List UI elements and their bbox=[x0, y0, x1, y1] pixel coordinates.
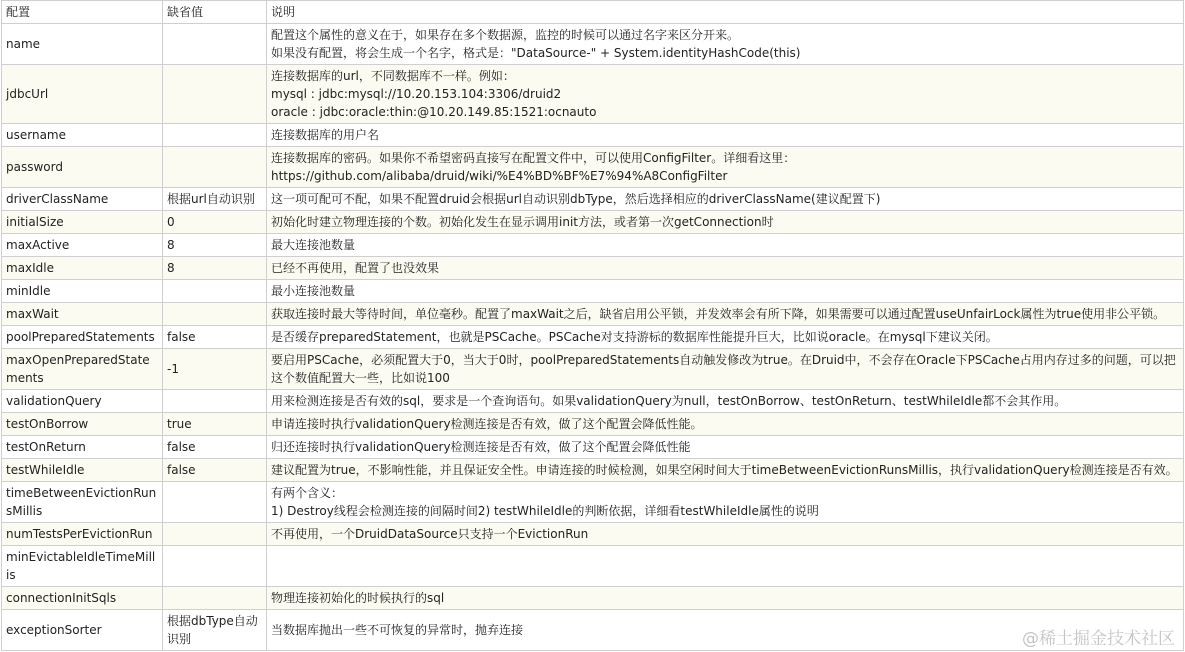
description-cell bbox=[267, 280, 1184, 303]
description-cell bbox=[267, 147, 1184, 188]
table-row bbox=[2, 482, 1184, 523]
description-line: 申请连接时执行validationQuery检测连接是否有效，做了这个配置会降低性能。 bbox=[271, 417, 703, 431]
table-row bbox=[2, 459, 1184, 482]
description-line: 要启用PSCache，必须配置大于0，当大于0时，poolPreparedStatements自动触发修改为true。在Druid中，不会存在Oracle下PSCache占用内存过多的问题，可以把这个数值配置大一些，比如说100 bbox=[271, 353, 1176, 385]
table-row bbox=[2, 436, 1184, 459]
default-value-cell bbox=[163, 124, 267, 147]
config-name-cell: minIdle bbox=[2, 280, 163, 303]
description-line: 连接数据库的密码。如果你不希望密码直接写在配置文件中，可以使用ConfigFilter。详细看这里： bbox=[271, 151, 796, 165]
table-body bbox=[2, 24, 1184, 651]
header-default: 缺省值 bbox=[163, 1, 267, 24]
table-row bbox=[2, 65, 1184, 124]
config-name-cell: exceptionSorter bbox=[2, 610, 163, 651]
default-value-cell bbox=[163, 523, 267, 546]
default-value-cell: 根据url自动识别 bbox=[163, 188, 267, 211]
default-value-cell bbox=[163, 65, 267, 124]
default-value-cell: 8 bbox=[163, 234, 267, 257]
description-cell bbox=[267, 523, 1184, 546]
description-cell bbox=[267, 234, 1184, 257]
description-cell bbox=[267, 124, 1184, 147]
config-name-cell: initialSize bbox=[2, 211, 163, 234]
default-value-cell bbox=[163, 390, 267, 413]
description-cell bbox=[267, 482, 1184, 523]
default-value-cell bbox=[163, 147, 267, 188]
description-cell bbox=[267, 390, 1184, 413]
default-value-cell: false bbox=[163, 459, 267, 482]
description-line: 用来检测连接是否有效的sql，要求是一个查询语句。如果validationQuery为null，testOnBorrow、testOnReturn、testWhileIdle都不会其作用。 bbox=[271, 394, 1067, 408]
default-value-cell bbox=[163, 280, 267, 303]
header-config: 配置 bbox=[2, 1, 163, 24]
description-cell bbox=[267, 24, 1184, 65]
description-cell bbox=[267, 326, 1184, 349]
description-line: 1) Destroy线程会检测连接的间隔时间2) testWhileIdle的判断依据，详细看testWhileIdle属性的说明 bbox=[271, 504, 819, 518]
table-row bbox=[2, 188, 1184, 211]
default-value-cell: -1 bbox=[163, 349, 267, 390]
description-line: 连接数据库的url，不同数据库不一样。例如： bbox=[271, 69, 515, 83]
description-line: https://github.com/alibaba/druid/wiki/%E4%BD%BF%E7%94%A8ConfigFilter bbox=[271, 169, 728, 183]
table-row bbox=[2, 280, 1184, 303]
default-value-cell bbox=[163, 482, 267, 523]
config-name-cell: username bbox=[2, 124, 163, 147]
description-cell bbox=[267, 546, 1184, 587]
table-row bbox=[2, 326, 1184, 349]
table-row bbox=[2, 413, 1184, 436]
config-name-cell: numTestsPerEvictionRun bbox=[2, 523, 163, 546]
default-value-cell: 0 bbox=[163, 211, 267, 234]
description-line: 初始化时建立物理连接的个数。初始化发生在显示调用init方法，或者第一次getConnection时 bbox=[271, 215, 774, 229]
description-line: 配置这个属性的意义在于，如果存在多个数据源，监控的时候可以通过名字来区分开来。 bbox=[271, 28, 740, 42]
description-line: 归还连接时执行validationQuery检测连接是否有效，做了这个配置会降低性能 bbox=[271, 440, 691, 454]
description-line: 不再使用，一个DruidDataSource只支持一个EvictionRun bbox=[271, 527, 589, 541]
description-cell bbox=[267, 188, 1184, 211]
description-cell bbox=[267, 413, 1184, 436]
default-value-cell bbox=[163, 546, 267, 587]
table-row bbox=[2, 610, 1184, 651]
description-cell bbox=[267, 211, 1184, 234]
config-name-cell: testOnBorrow bbox=[2, 413, 163, 436]
header-description: 说明 bbox=[267, 1, 1184, 24]
config-name-cell: timeBetweenEvictionRunsMillis bbox=[2, 482, 163, 523]
description-cell bbox=[267, 257, 1184, 280]
table-row bbox=[2, 257, 1184, 280]
config-name-cell: jdbcUrl bbox=[2, 65, 163, 124]
description-line: 最大连接池数量 bbox=[271, 238, 356, 252]
config-table bbox=[1, 0, 1184, 651]
table-row bbox=[2, 349, 1184, 390]
description-line bbox=[271, 557, 1179, 575]
table-row bbox=[2, 147, 1184, 188]
description-cell bbox=[267, 436, 1184, 459]
description-line: oracle : jdbc:oracle:thin:@10.20.149.85:1521:ocnauto bbox=[271, 105, 597, 119]
description-line: 如果没有配置，将会生成一个名字，格式是："DataSource-" + System.identityHashCode(this) bbox=[271, 46, 801, 60]
table-row bbox=[2, 303, 1184, 326]
description-line: 连接数据库的用户名 bbox=[271, 128, 380, 142]
description-cell bbox=[267, 65, 1184, 124]
config-name-cell: maxIdle bbox=[2, 257, 163, 280]
config-name-cell: testWhileIdle bbox=[2, 459, 163, 482]
description-cell bbox=[267, 459, 1184, 482]
default-value-cell: 8 bbox=[163, 257, 267, 280]
description-line: 已经不再使用，配置了也没效果 bbox=[271, 261, 440, 275]
config-name-cell: driverClassName bbox=[2, 188, 163, 211]
description-cell bbox=[267, 303, 1184, 326]
config-name-cell: testOnReturn bbox=[2, 436, 163, 459]
table-row bbox=[2, 24, 1184, 65]
description-line: mysql : jdbc:mysql://10.20.153.104:3306/druid2 bbox=[271, 87, 562, 101]
table-row bbox=[2, 546, 1184, 587]
default-value-cell bbox=[163, 587, 267, 610]
table-row bbox=[2, 587, 1184, 610]
description-line: 有两个含义： bbox=[271, 486, 344, 500]
watermark-text: @稀土掘金技术社区 bbox=[1022, 629, 1175, 649]
default-value-cell: 根据dbType自动识别 bbox=[163, 610, 267, 651]
description-line: 当数据库抛出一些不可恢复的异常时，抛弃连接 bbox=[271, 623, 524, 637]
description-line: 物理连接初始化的时候执行的sql bbox=[271, 591, 445, 605]
config-name-cell: poolPreparedStatements bbox=[2, 326, 163, 349]
table-row bbox=[2, 211, 1184, 234]
description-cell bbox=[267, 587, 1184, 610]
default-value-cell bbox=[163, 303, 267, 326]
description-line: 获取连接时最大等待时间，单位毫秒。配置了maxWait之后，缺省启用公平锁，并发效率会有所下降，如果需要可以通过配置useUnfairLock属性为true使用非公平锁。 bbox=[271, 307, 1166, 321]
description-line: 建议配置为true，不影响性能，并且保证安全性。申请连接的时候检测，如果空闲时间大于timeBetweenEvictionRunsMillis，执行validationQuery检测连接是否有效。 bbox=[271, 463, 1178, 477]
config-name-cell: name bbox=[2, 24, 163, 65]
config-name-cell: maxWait bbox=[2, 303, 163, 326]
table-row bbox=[2, 124, 1184, 147]
table-header-row bbox=[2, 1, 1184, 24]
table-row bbox=[2, 390, 1184, 413]
description-line: 是否缓存preparedStatement，也就是PSCache。PSCache对支持游标的数据库性能提升巨大，比如说oracle。在mysql下建议关闭。 bbox=[271, 330, 998, 344]
config-name-cell: maxOpenPreparedStatements bbox=[2, 349, 163, 390]
description-line: 最小连接池数量 bbox=[271, 284, 356, 298]
config-name-cell: connectionInitSqls bbox=[2, 587, 163, 610]
config-name-cell: password bbox=[2, 147, 163, 188]
config-name-cell: maxActive bbox=[2, 234, 163, 257]
config-name-cell: validationQuery bbox=[2, 390, 163, 413]
default-value-cell bbox=[163, 24, 267, 65]
default-value-cell: true bbox=[163, 413, 267, 436]
watermark bbox=[1022, 624, 1175, 649]
config-name-cell: minEvictableIdleTimeMillis bbox=[2, 546, 163, 587]
default-value-cell: false bbox=[163, 436, 267, 459]
table-row bbox=[2, 523, 1184, 546]
default-value-cell: false bbox=[163, 326, 267, 349]
description-cell bbox=[267, 349, 1184, 390]
description-line: 这一项可配可不配，如果不配置druid会根据url自动识别dbType，然后选择相应的driverClassName(建议配置下) bbox=[271, 192, 881, 206]
table-row bbox=[2, 234, 1184, 257]
